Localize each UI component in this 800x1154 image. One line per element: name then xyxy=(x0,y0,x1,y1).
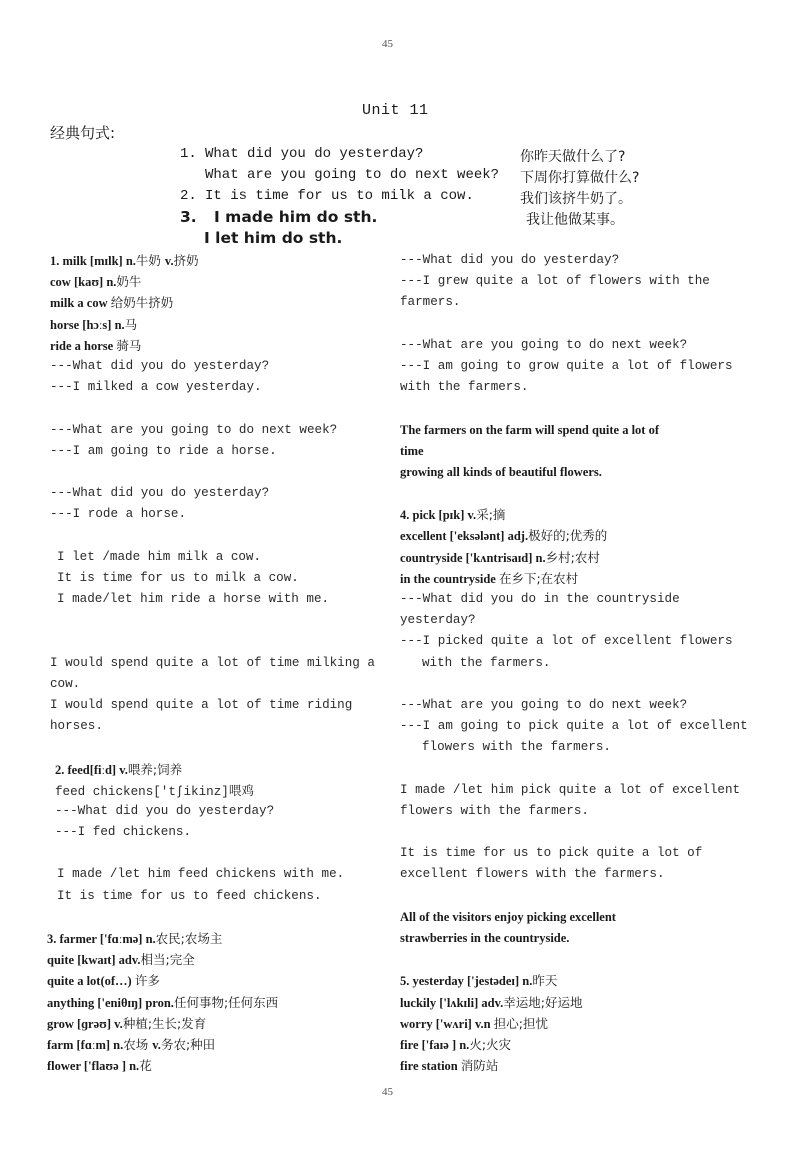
bold-example: time xyxy=(400,443,424,458)
vocab-yesterday: 5. yesterday ['jestədeɪ] n.昨天 xyxy=(400,973,558,989)
example-sentence: I made /let him pick quite a lot of excellent xyxy=(400,782,741,797)
dialog-answer: with the farmers. xyxy=(400,380,529,395)
vocab-farm: farm [fɑːm] n.农场 v.务农;种田 xyxy=(47,1036,216,1052)
vocab-fire: fire ['faɪə ] n.火;火灾 xyxy=(400,1036,512,1052)
dialog-question: ---What are you going to do next week? xyxy=(50,422,338,437)
vocab-farmer: 3. farmer ['fɑːmə] n.农民;农场主 xyxy=(47,931,223,946)
vocab-worry: worry ['wʌri] v.n 担心;担忧 xyxy=(400,1015,548,1031)
bold-example: strawberries in the countryside. xyxy=(400,931,570,945)
dialog-answer: ---I grew quite a lot of flowers with the xyxy=(400,274,710,289)
example-sentence: I would spend quite a lot of time riding xyxy=(50,697,353,712)
vocab-in-the-countryside: in the countryside 在乡下;在农村 xyxy=(400,570,579,586)
page-number-bottom: 45 xyxy=(382,1086,393,1098)
vocab-countryside: countryside ['kʌntrisaɪd] n.乡村;农村 xyxy=(400,549,600,565)
vocab-cow: cow [kaʊ] n.奶牛 xyxy=(50,274,142,290)
sentence-3-number: 3. xyxy=(180,208,197,226)
example-sentence: I made/let him ride a horse with me. xyxy=(57,592,330,606)
sentence-2-number: 2. xyxy=(180,188,197,204)
dialog-answer: ---I am going to grow quite a lot of flowers xyxy=(400,358,733,373)
sentence-1b-zh: 下周你打算做什么? xyxy=(520,170,640,186)
vocab-fire-station: fire station 消防站 xyxy=(400,1058,499,1074)
vocab-quite: quite [kwaɪt] adv.相当;完全 xyxy=(47,952,195,968)
vocab-ride-a-horse: ride a horse 骑马 xyxy=(50,337,142,353)
sentence-2-en: It is time for us to milk a cow. xyxy=(205,188,474,204)
example-sentence: horses. xyxy=(50,719,103,734)
sentence-1-number: 1. xyxy=(180,146,197,162)
sentence-3-en: I made him do sth. xyxy=(214,208,378,226)
vocab-feed: 2. feed[fiːd] v.喂养;饲养 xyxy=(55,761,183,777)
example-sentence: flowers with the farmers. xyxy=(400,803,589,818)
sentence-2-zh: 我们该挤牛奶了。 xyxy=(520,191,632,207)
unit-title: Unit 11 xyxy=(362,102,429,119)
sentence-1b-en: What are you going to do next week? xyxy=(205,167,500,183)
example-sentence: excellent flowers with the farmers. xyxy=(400,867,665,882)
dialog-answer: farmers. xyxy=(400,295,461,310)
bold-example: All of the visitors enjoy picking excellent xyxy=(400,909,616,924)
dialog-question: ---What did you do yesterday? xyxy=(50,358,270,373)
bold-example: The farmers on the farm will spend quite a lot of xyxy=(400,422,660,437)
vocab-anything: anything ['eniθɪŋ] pron.任何事物;任何东西 xyxy=(47,994,279,1010)
dialog-question: ---What did you do yesterday? xyxy=(50,486,270,501)
vocab-grow: grow [ɡrəʊ] v.种植;生长;发育 xyxy=(47,1015,207,1031)
vocab-horse: horse [hɔːs] n.马 xyxy=(50,316,138,332)
vocab-quite-a-lot: quite a lot(of…) 许多 xyxy=(47,973,160,989)
vocab-feed-chickens: feed chickens['tʃikinz]喂鸡 xyxy=(55,782,255,799)
example-sentence: I would spend quite a lot of time milking a xyxy=(50,655,375,670)
sentence-3-zh: 我让他做某事。 xyxy=(526,212,624,228)
dialog-question: ---What are you going to do next week? xyxy=(400,337,688,352)
dialog-answer: ---I rode a horse. xyxy=(50,507,187,522)
dialog-question: ---What did you do yesterday? xyxy=(400,253,620,267)
example-sentence: I made /let him feed chickens with me. xyxy=(57,867,345,882)
sentence-3b-en: I let him do sth. xyxy=(204,229,343,247)
dialog-question: ---What did you do in the countryside xyxy=(400,592,680,606)
left-column xyxy=(47,250,380,1076)
sentence-1-zh: 你昨天做什么了? xyxy=(520,149,626,165)
vocab-excellent: excellent ['eksələnt] adj.极好的;优秀的 xyxy=(400,528,608,544)
dialog-answer: flowers with the farmers. xyxy=(422,740,611,755)
dialog-answer: with the farmers. xyxy=(422,655,551,670)
example-sentence: I let /made him milk a cow. xyxy=(57,549,262,564)
dialog-question: ---What are you going to do next week? xyxy=(400,697,688,712)
example-sentence: It is time for us to pick quite a lot of xyxy=(400,846,703,861)
vocab-pick: 4. pick [pɪk] v.采;摘 xyxy=(400,507,506,523)
dialog-question: yesterday? xyxy=(400,613,476,628)
dialog-answer: ---I am going to pick quite a lot of excellent xyxy=(400,719,748,734)
example-sentence: cow. xyxy=(50,676,81,691)
dialog-question: ---What did you do yesterday? xyxy=(55,803,275,818)
dialog-answer: ---I am going to ride a horse. xyxy=(50,443,277,458)
right-column xyxy=(400,250,748,1076)
example-sentence: It is time for us to milk a cow. xyxy=(57,570,299,585)
vocab-flower: flower ['flaʊə ] n.花 xyxy=(47,1058,152,1074)
dialog-answer: ---I fed chickens. xyxy=(55,825,192,840)
bold-example: growing all kinds of beautiful flowers. xyxy=(400,464,602,479)
example-sentence: It is time for us to feed chickens. xyxy=(57,888,322,903)
vocab-luckily: luckily ['lʌkɪli] adv.幸运地;好运地 xyxy=(400,994,583,1010)
dialog-answer: ---I picked quite a lot of excellent flowers xyxy=(400,634,733,649)
vocab-milk-a-cow: milk a cow 给奶牛挤奶 xyxy=(50,295,174,311)
classic-sentences-label: 经典句式: xyxy=(50,124,116,142)
dialog-answer: ---I milked a cow yesterday. xyxy=(50,380,262,395)
page-number-top: 45 xyxy=(382,38,393,50)
sentence-1-en: What did you do yesterday? xyxy=(205,146,424,162)
vocab-milk: 1. milk [mɪlk] n.牛奶 v.挤奶 xyxy=(50,253,199,268)
